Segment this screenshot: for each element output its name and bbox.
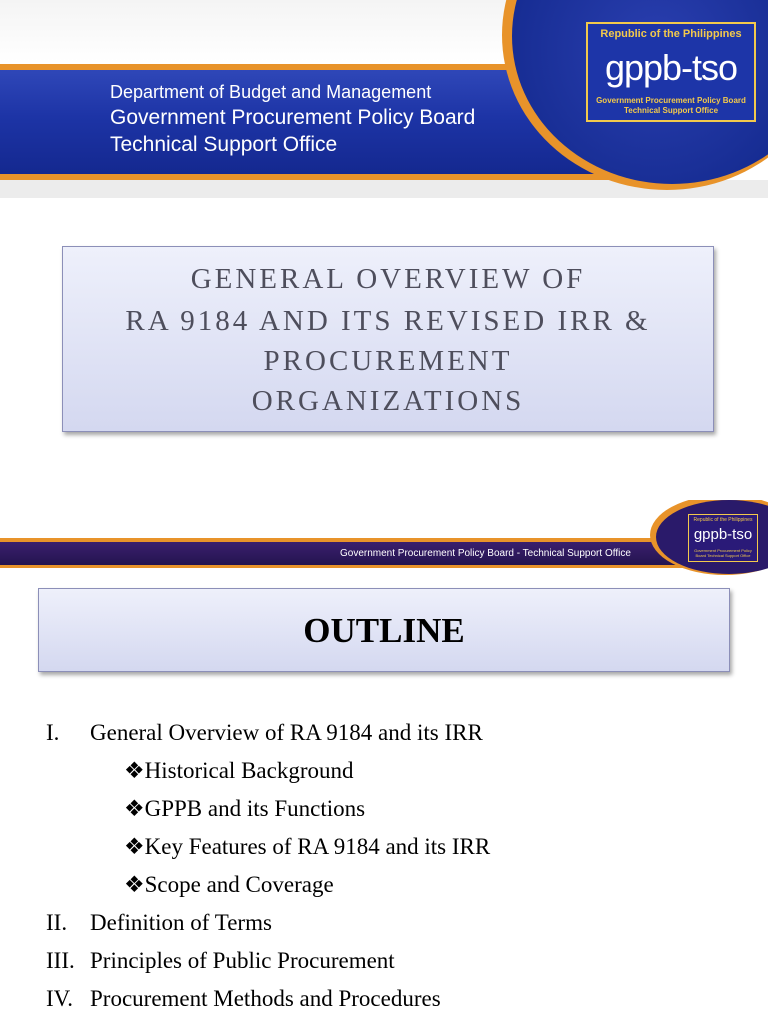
outline-title: OUTLINE	[303, 611, 465, 650]
gppb-tso-logo-small	[688, 514, 758, 562]
logo-subtitle: Government Procurement Policy Board Technical Support Office	[694, 548, 752, 558]
logo-mark: gppb-tso	[693, 526, 753, 543]
list-item-text: Procurement Methods and Procedures	[90, 986, 441, 1011]
slide-outline	[0, 500, 768, 1024]
logo-subtitle-line1: Government Procurement Policy Board	[596, 96, 746, 105]
list-item-text: General Overview of RA 9184 and its IRR	[90, 720, 483, 745]
title-line-3: PROCUREMENT	[263, 345, 513, 377]
logo-subtitle-line2: Technical Support Office	[623, 106, 719, 115]
bar-text: Government Procurement Policy Board - Technical Support Office	[340, 548, 631, 559]
list-item-number: IV.	[46, 986, 74, 1011]
logo-republic-text: Republic of the Philippines	[600, 28, 742, 40]
logo-mark: gppb-tso	[604, 47, 738, 88]
sub-list-item: ❖GPPB and its Functions	[124, 796, 366, 821]
sub-list-item: ❖Key Features of RA 9184 and its IRR	[124, 834, 491, 859]
list-item-number: I.	[46, 720, 60, 745]
list-item-text: Definition of Terms	[90, 910, 272, 935]
header-line-department: Department of Budget and Management	[110, 82, 432, 102]
slide-title	[0, 0, 768, 500]
list-item-number: II.	[46, 910, 68, 935]
presentation-title-box	[62, 246, 714, 432]
header-text	[110, 80, 475, 158]
sub-list-item: ❖Historical Background	[124, 758, 354, 783]
orange-stripe-bottom	[0, 565, 690, 568]
header-line-tso: Technical Support Office	[110, 133, 338, 156]
header-line-gppb: Government Procurement Policy Board	[110, 106, 476, 129]
title-line-4: ORGANIZATIONS	[251, 385, 525, 417]
title-line-1: GENERAL OVERVIEW OF	[190, 263, 586, 295]
gppb-tso-logo	[586, 22, 756, 122]
sub-list-item: ❖Scope and Coverage	[124, 872, 334, 897]
list-item-number: III.	[46, 948, 75, 973]
outline-title-box	[38, 588, 730, 672]
title-line-2: RA 9184 AND ITS REVISED IRR &	[125, 305, 651, 337]
logo-republic-text: Republic of the Philippines	[693, 517, 753, 523]
list-item-text: Principles of Public Procurement	[90, 948, 395, 973]
logo-subtitle	[588, 96, 754, 116]
